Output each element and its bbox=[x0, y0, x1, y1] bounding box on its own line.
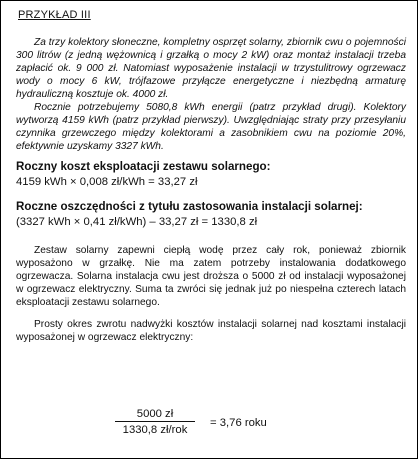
annual-cost-heading: Roczny koszt eksploatacji zestawu solarnego: bbox=[16, 160, 271, 173]
payback-fraction bbox=[110, 408, 200, 436]
body-paragraph-1: Zestaw solarny zapewni ciepłą wodę przez cały rok, ponieważ zbiornik wyposażono w grzałkę. Nie ma zatem potrzeby instalowania dodatkowego ogrzewacza. Solarna instalacja cwu jest droższa o 5000 zł od instalacji wyposażonej w ogrzewacz elektryczny. Suma ta zwróci się jednak już po niespełna czterech latach eksploatacji zestawu solarnego. bbox=[16, 245, 406, 308]
payback-numerator: 5000 zł bbox=[136, 408, 174, 420]
payback-denominator: 1330,8 zł/rok bbox=[122, 424, 188, 436]
annual-savings-formula: (3327 kWh × 0,41 zł/kWh) – 33,27 zł = 1330,8 zł bbox=[16, 216, 258, 228]
intro-paragraph-2: Rocznie potrzebujemy 5080,8 kWh energii (patrz przykład drugi). Kolektory wytworzą 4159 kWh (patrz przykład pierwszy). Uwzględniając straty przy przesyłaniu czynnika grzewczego między kolektorami a zasobnikiem cwu na poziomie 20%, efektywnie uzyskamy 3327 kWh. bbox=[16, 102, 406, 152]
intro-paragraph-1: Za trzy kolektory słoneczne, kompletny osprzęt solarny, zbiornik cwu o pojemności 300 litrów (z jedną wężownicą i grzałką o mocy 2 kW) oraz montaż instalacji trzeba zapłacić ok. 9 000 zł. Natomiast wyposażenie instalacji w trzystulitrowy ogrzewacz wody o mocy 6 kW, trójfazowe przyłącze energetyczne i niezbędną armaturę hydrauliczną kosztuje ok. 4000 zł. bbox=[16, 37, 406, 100]
annual-savings-heading: Roczne oszczędności z tytułu zastosowania instalacji solarnej: bbox=[16, 200, 363, 213]
example-title: PRZYKŁAD III bbox=[18, 9, 91, 21]
payback-result: = 3,76 roku bbox=[210, 417, 267, 429]
payback-formula bbox=[110, 408, 330, 442]
document-content bbox=[16, 9, 406, 344]
body-paragraph-2: Prosty okres zwrotu nadwyżki kosztów instalacji solarnej nad kosztami instalacji wyposażonej w ogrzewacz elektryczny: bbox=[16, 319, 406, 343]
annual-cost-formula: 4159 kWh × 0,008 zł/kWh = 33,27 zł bbox=[16, 176, 198, 188]
